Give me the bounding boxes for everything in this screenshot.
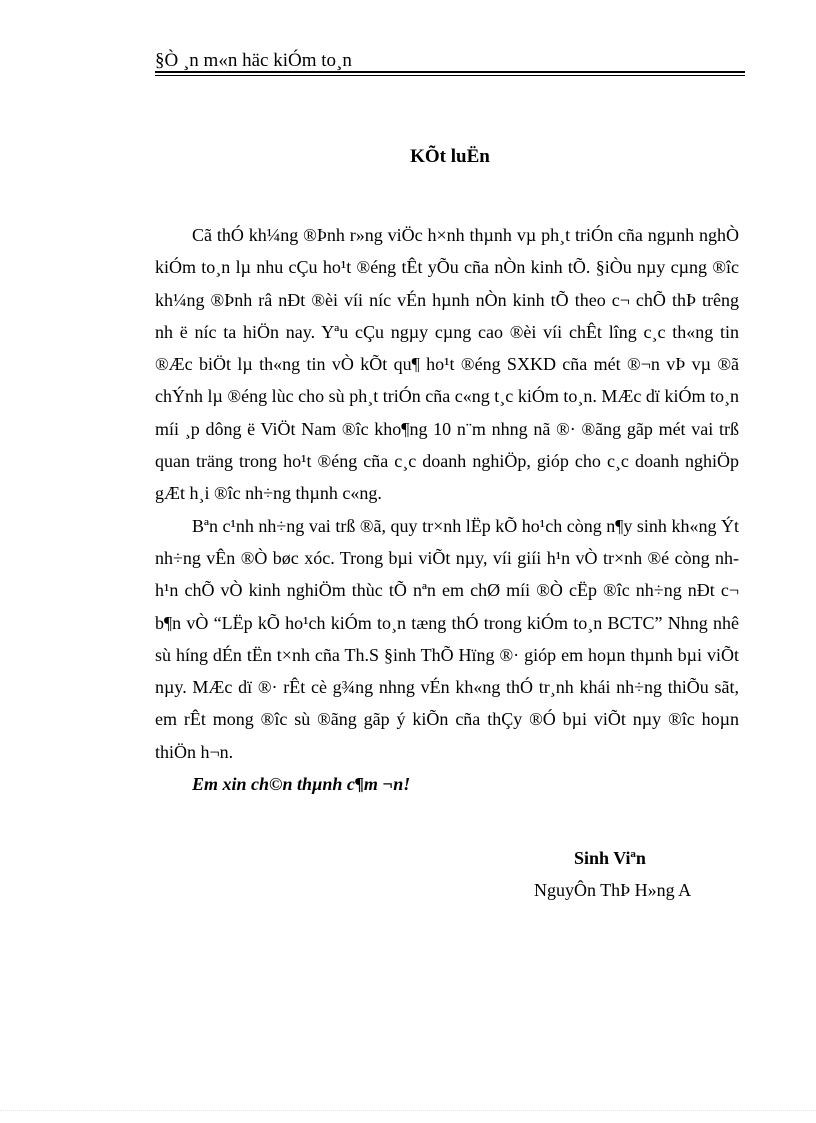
header-rule-thick xyxy=(155,71,745,73)
footer-divider xyxy=(0,1110,816,1111)
closing-line: Em xin ch©n thµnh c¶m ¬n! xyxy=(192,774,411,795)
running-header-title: §Ò ¸n m«n häc kiÓm to¸n xyxy=(155,50,352,71)
paragraph-1: Cã thÓ kh¼ng ®Þnh r»ng viÖc h×nh thµnh vµ ph¸t triÓn cña ngµnh nghÒ kiÓm to¸n lµ nhu cÇu ho¹t ®éng tÊt yÕu cña nÒn kinh tÕ. §iÒu nµy cµng ®îc kh¼ng ®Þnh râ nÐt ®èi víi níc vÉn hµnh nÒn kinh tÕ theo c¬ chÕ thÞ trêng nh ë níc ta hiÖn nay. Yªu cÇu ngµy cµng cao ®èi víi chÊt lîng c¸c th«ng tin ®Æc biÖt lµ th«ng tin vÒ kÕt qu¶ ho¹t ®éng SXKD cña mét ®¬n vÞ vµ ®ã chÝnh lµ ®éng lùc cho sù ph¸t triÓn cña c«ng t¸c kiÓm to¸n. MÆc dï kiÓm to¸n míi ¸p dông ë ViÖt Nam ®îc kho¶ng 10 n¨m nhng nã ®· ®ãng gãp mét vai trß quan träng trong ho¹t ®éng cña c¸c doanh nghiÖp, gióp cho c¸c doanh nghiÖp gÆt h¸i ®îc nh÷ng thµnh c«ng. xyxy=(155,225,739,504)
signature-block xyxy=(500,842,740,906)
header-rule-thin xyxy=(155,75,745,76)
signature-name: NguyÔn ThÞ H»ng A xyxy=(534,880,692,900)
paragraph-2: Bªn c¹nh nh÷ng vai trß ®ã, quy tr×nh lËp kÕ ho¹ch còng n¶y sinh kh«ng Ýt nh÷ng vÊn ®Ò bøc xóc. Trong bµi viÕt nµy, víi giíi h¹n vÒ tr×nh ®é còng nh h¹n chÕ vÒ kinh nghiÖm thùc tÕ nªn em chØ míi ®Ò cËp ®îc nh÷ng nÐt c¬ b¶n vÒ “LËp kÕ ho¹ch kiÓm to¸n tæng thÓ trong kiÓm to¸n BCTC” Nhng nhê sù híng dÉn tËn t×nh cña Th.S §inh ThÕ Hïng ®· gióp em hoµn thµnh bµi viÕt nµy. MÆc dï ®· rÊt cè g¾ng nhng vÉn kh«ng thÓ tr¸nh khái nh÷ng thiÕu sãt, em rÊt mong ®îc sù ®ãng gãp ý kiÕn cña thÇy ®Ó bµi viÕt nµy ®îc hoµn thiÖn h¬n. xyxy=(155,515,739,762)
body-text xyxy=(155,219,739,800)
page-title: KÕt luËn xyxy=(410,146,490,167)
signature-role: Sinh Viªn xyxy=(574,848,646,868)
